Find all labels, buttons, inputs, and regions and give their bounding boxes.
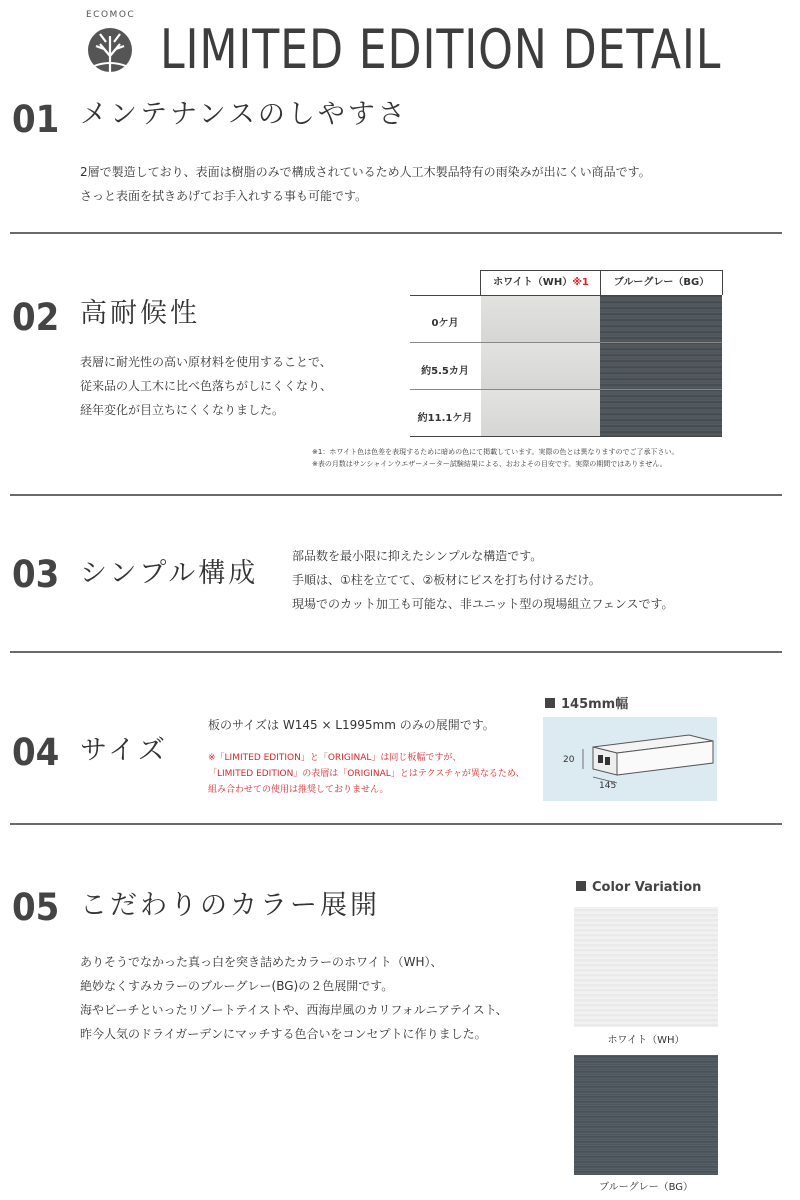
section-number: 04 <box>12 731 60 774</box>
section-heading: こだわりのカラー展開 <box>80 890 380 921</box>
section-divider <box>10 494 782 496</box>
section-text <box>80 350 332 422</box>
section-text <box>80 950 508 1046</box>
section-divider <box>10 651 782 653</box>
table-header-white: ホワイト（WH）※1 <box>480 270 601 295</box>
text-line: 従来品の人工木に比べ色落ちがしにくくなり、 <box>80 379 333 393</box>
section-number: 03 <box>12 553 60 596</box>
table-row-label: 約5.5カ月 <box>421 366 469 377</box>
diagram-label: 145mm幅 <box>545 693 628 712</box>
section-heading: シンプル構成 <box>80 558 259 589</box>
text-line: 現場でのカット加工も可能な、非ユニット型の現場組立フェンスです。 <box>292 597 674 611</box>
weathering-table <box>410 270 722 440</box>
square-bullet-icon <box>576 881 586 891</box>
color-variation-label: Color Variation <box>576 880 701 895</box>
dim-height: 20 <box>563 755 575 765</box>
section-number: 01 <box>12 98 60 141</box>
note-line: ※表の月数はサンシャインウエザーメーター試験結果による、おおよその目安です。実際の期間ではありません。 <box>312 460 667 468</box>
table-row-label: 0ケ月 <box>431 318 459 329</box>
section-divider <box>10 823 782 825</box>
swatch-label: ブルーグレー（BG） <box>598 1182 694 1193</box>
text-line: ありそうでなかった真っ白を突き詰めたカラーのホワイト（WH）、 <box>80 955 443 969</box>
text-line: 経年変化が目立ちにくくなりました。 <box>80 403 285 417</box>
size-text: 板のサイズは W145 × L1995mm のみの展開です。 <box>208 718 495 732</box>
warning-line: ※「LIMITED EDITION」と「ORIGINAL」は同じ板幅ですが、 <box>208 753 462 763</box>
text-line: 絶妙なくすみカラーのブルーグレー(BG)の２色展開です。 <box>80 979 394 993</box>
bluegray-swatch <box>600 343 722 389</box>
table-notes <box>312 446 679 470</box>
text-line: 表層に耐光性の高い原材料を使用することで、 <box>80 355 332 369</box>
swatch-label: ホワイト（WH） <box>607 1035 685 1046</box>
white-swatch <box>481 296 600 342</box>
section-heading: メンテナンスのしやすさ <box>80 99 408 130</box>
dim-width: 145 <box>599 781 617 791</box>
section-number: 02 <box>12 296 60 339</box>
warning-line: 「LIMITED EDITION」の表層は「ORIGINAL」とはテクスチャが異なるため、 <box>208 769 525 779</box>
board-diagram <box>543 717 717 801</box>
section-divider <box>10 232 782 234</box>
warning-line: 組み合わせての使用は推奨しておりません。 <box>208 785 389 795</box>
swatch-bluegray <box>574 1055 718 1175</box>
page-title: LIMITED EDITION DETAIL <box>160 18 722 81</box>
section-text <box>292 544 673 616</box>
table-header-blue: ブルーグレー（BG） <box>600 270 723 295</box>
bluegray-swatch <box>600 390 722 436</box>
text-line: 部品数を最小限に抑えたシンプルな構造です。 <box>292 549 543 563</box>
white-swatch <box>481 343 600 389</box>
text-line: 海やビーチといったリゾートテイストや、西海岸風のカリフォルニアテイスト、 <box>80 1003 508 1017</box>
swatch-white <box>574 907 718 1027</box>
logo-text: ECOMOC <box>86 10 136 20</box>
section-text <box>80 160 651 208</box>
bluegray-swatch <box>600 296 722 342</box>
section-heading: サイズ <box>80 735 168 766</box>
text-line: 手順は、①柱を立てて、②板材にビスを打ち付けるだけ。 <box>292 573 601 587</box>
square-bullet-icon <box>545 698 555 708</box>
white-swatch <box>481 390 600 436</box>
section-number: 05 <box>12 886 60 929</box>
table-row-label: 約11.1ケ月 <box>417 413 473 424</box>
text-line: さっと表面を拭きあげてお手入れする事も可能です。 <box>80 189 368 203</box>
section-heading: 高耐候性 <box>80 298 200 329</box>
size-warning <box>208 750 525 798</box>
ecomoc-logo-icon <box>86 22 136 78</box>
text-line: 2層で製造しており、表面は樹脂のみで構成されているため人工木製品特有の雨染みが出にくい商品です。 <box>80 165 651 179</box>
note-line: ※1：ホワイト色は色差を表現するために暗めの色にて掲載しています。実際の色とは異なりますのでご了承下さい。 <box>312 448 679 456</box>
text-line: 昨今人気のドライガーデンにマッチする色合いをコンセプトに作りました。 <box>80 1027 487 1041</box>
